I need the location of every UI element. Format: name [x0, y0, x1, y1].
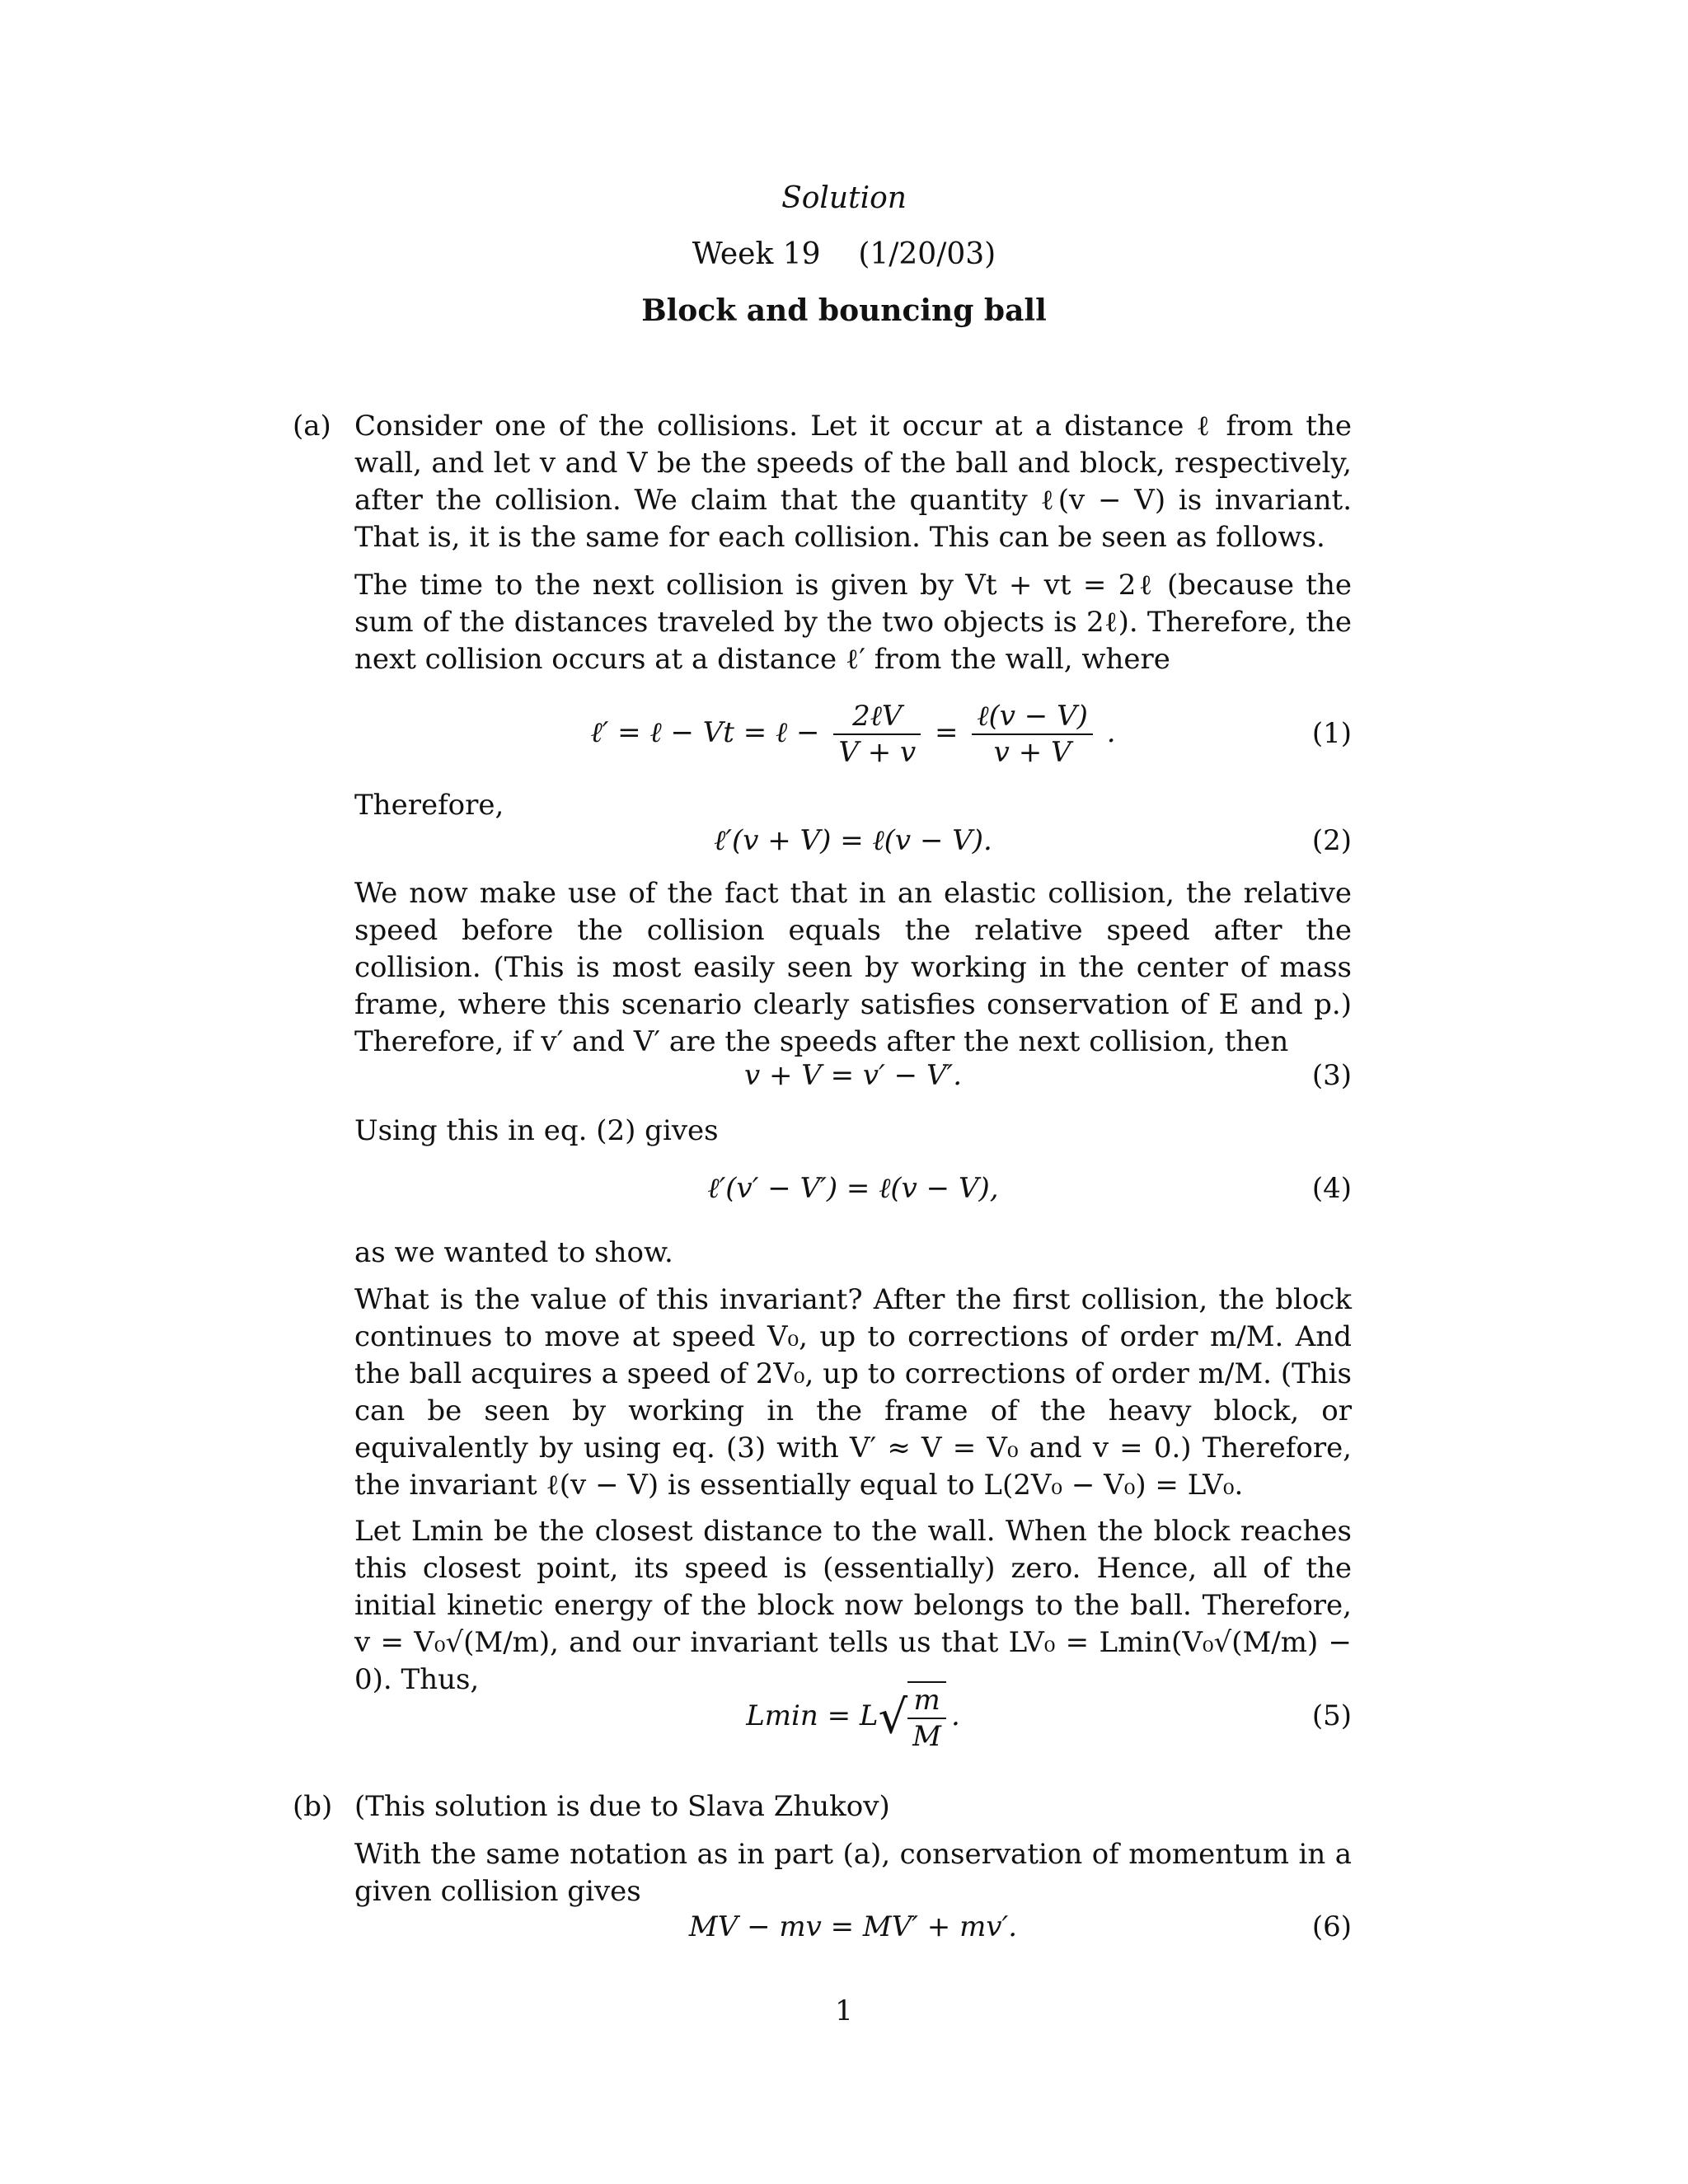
equation-3-number: (3)	[1311, 1059, 1352, 1092]
part-b-paragraph-1: (This solution is due to Slava Zhukov)	[354, 1790, 890, 1823]
part-a-paragraph-5: Using this in eq. (2) gives	[354, 1114, 719, 1147]
equation-6	[354, 1910, 1352, 1985]
equation-5-number: (5)	[1311, 1699, 1352, 1732]
part-b-paragraph-2: With the same notation as in part (a), conservation of momentum in a given collision gives	[354, 1838, 1352, 1908]
eq5-denominator: M	[912, 1720, 941, 1753]
part-a-paragraph-8: Let Lmin be the closest distance to the wall. When the block reaches this closest point, its speed is (essentially) zero. Hence, all of the initial kinetic energy of the block now belongs to the ball. Therefore, v = V₀√(M/m), and our invariant tells us that LV₀ = Lmin(V₀√(M/m) − 0). Thus,	[354, 1515, 1352, 1696]
eq5-fraction	[907, 1681, 946, 1754]
eq5-numerator: m	[907, 1683, 946, 1719]
equation-4-number: (4)	[1311, 1172, 1352, 1205]
eq1-period: .	[1106, 716, 1116, 749]
part-a-paragraph-6: as we wanted to show.	[354, 1236, 673, 1269]
equation-1	[354, 699, 1352, 773]
square-root-sign: √	[878, 1690, 908, 1745]
week-date: Week 19 (1/20/03)	[692, 237, 996, 271]
eq1-frac1-numerator: 2ℓV	[833, 699, 921, 735]
equation-1-number: (1)	[1311, 717, 1352, 750]
eq5-period: .	[950, 1699, 960, 1732]
part-a-paragraph-1: Consider one of the collisions. Let it occur at a distance ℓ from the wall, and let v and V be the speeds of the ball and block, respectively, after the collision. We claim that the quantity ℓ(v − V) is invariant. That is, it is the same for each collision. This can be seen as follows.	[354, 410, 1352, 554]
solution-label: Solution	[781, 181, 907, 215]
part-a-paragraph-7: What is the value of this invariant? After the first collision, the block continues to move at speed V₀, up to corrections of order m/M. And the ball acquires a speed of 2V₀, up to corrections of order m/M. (This can be seen by working in the frame of the heavy block, or equivalently by using eq. (3) with V′ ≈ V = V₀ and v = 0.) Therefore, the invariant ℓ(v − V) is essentially equal to L(2V₀ − V₀) = LV₀.	[354, 1283, 1352, 1502]
part-a-paragraph-3: Therefore,	[354, 789, 504, 822]
equation-5	[354, 1681, 1352, 1755]
part-b-label: (b)	[293, 1790, 333, 1823]
part-a-paragraph-2: The time to the next collision is given by Vt + vt = 2ℓ (because the sum of the distances traveled by the two objects is 2ℓ). Therefore, the next collision occurs at a distance ℓ′ from the wall, where	[354, 569, 1352, 676]
eq1-fraction-2	[972, 699, 1093, 770]
eq1-frac2-denominator: v + V	[993, 736, 1071, 769]
page-number: 1	[835, 1994, 853, 2027]
equation-6-number: (6)	[1311, 1910, 1352, 1943]
eq1-frac1-denominator: V + v	[838, 736, 917, 769]
eq5-lhs: Lmin = L	[746, 1699, 879, 1732]
eq1-frac2-numerator: ℓ(v − V)	[972, 699, 1093, 735]
eq4-text: ℓ′(v′ − V′) = ℓ(v − V),	[707, 1172, 999, 1205]
part-a-label: (a)	[293, 410, 331, 443]
eq6-text: MV − mv = MV′ + mv′.	[688, 1910, 1018, 1943]
part-a-paragraph-4: We now make use of the fact that in an elastic collision, the relative speed before the collision equals the relative speed after the collision. (This is most easily seen by working in the center of mass frame, where this scenario clearly satisfies conservation of E and p.) Therefore, if v′ and V′ are the speeds after the next collision, then	[354, 877, 1352, 1058]
eq2-text: ℓ′(v + V) = ℓ(v − V).	[714, 824, 992, 857]
equation-2-number: (2)	[1311, 824, 1352, 857]
eq1-lhs: ℓ′ = ℓ − Vt = ℓ −	[590, 716, 820, 749]
page-title: Block and bouncing ball	[641, 293, 1047, 328]
eq1-equals: =	[935, 716, 959, 749]
eq3-text: v + V = v′ − V′.	[743, 1059, 963, 1092]
eq1-fraction-1	[833, 699, 921, 770]
